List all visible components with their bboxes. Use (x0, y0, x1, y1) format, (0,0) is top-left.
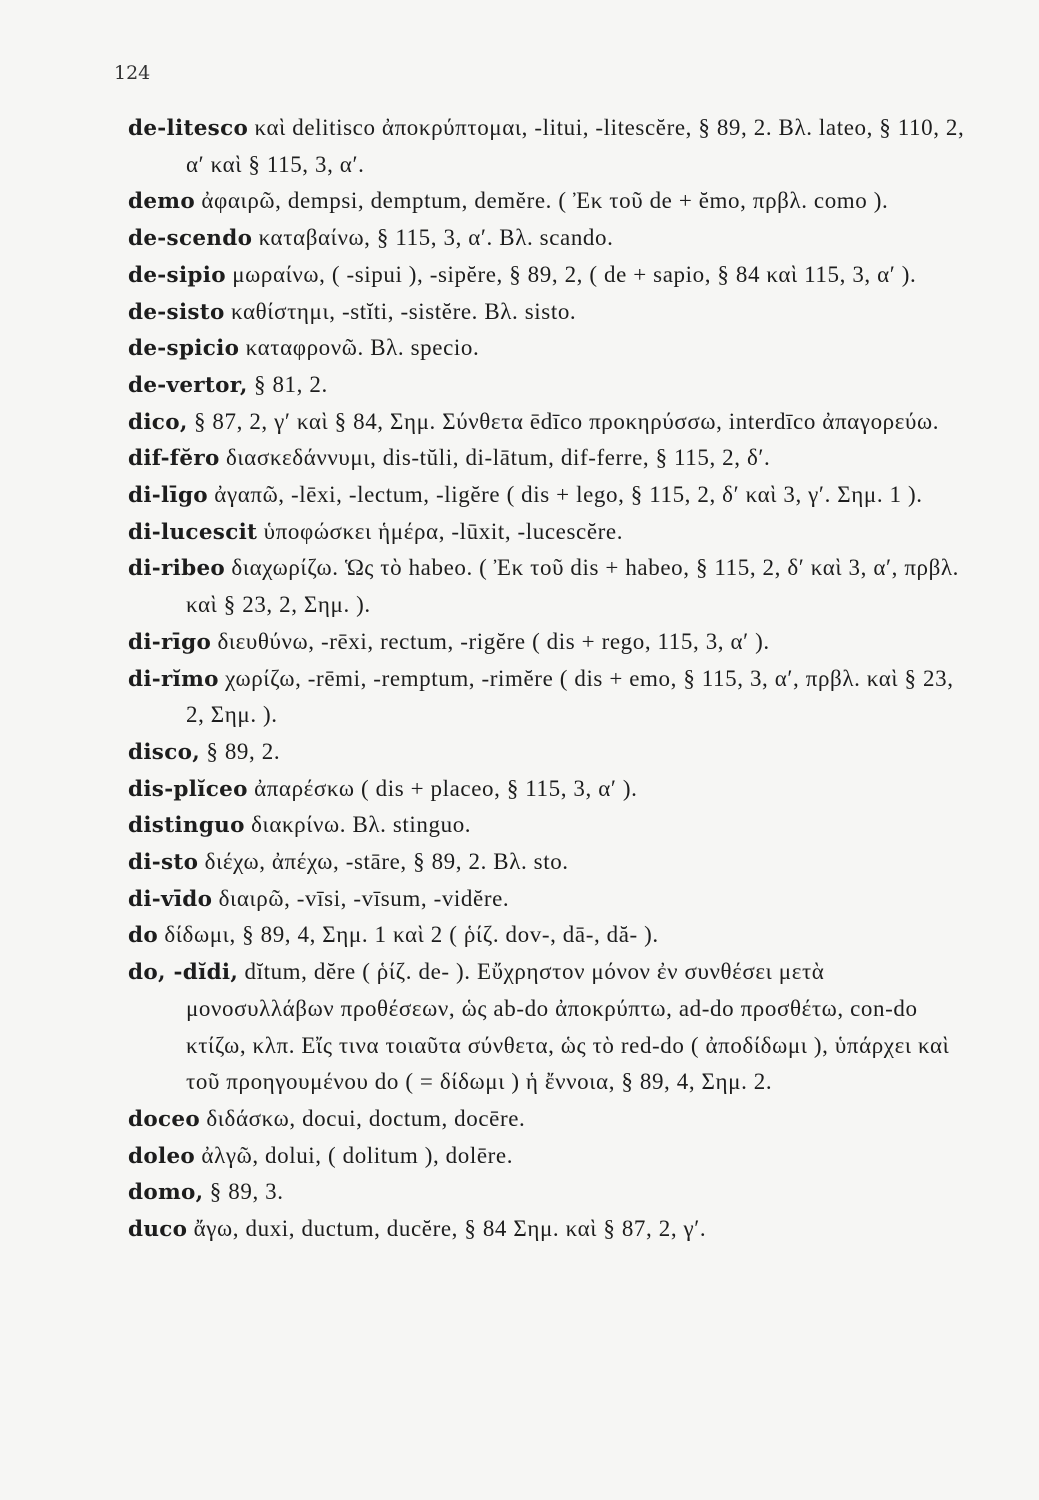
entry-headword: de-scendo (128, 226, 253, 252)
entry (128, 367, 968, 404)
entry-text: ἀλγῶ, dolui, ( dolitum ), dolēre. (195, 1142, 514, 1168)
entry-headword: de-sisto (128, 299, 225, 325)
entry (128, 550, 968, 623)
entry (128, 881, 968, 918)
entry-text: § 87, 2, γ′ καὶ § 84, Σημ. Σύνθετα ēdīco προκηρύσσω, interdīco ἀπαγορεύω. (187, 408, 940, 434)
entry (128, 1174, 968, 1211)
entry (128, 514, 968, 551)
entry-headword: di-rīgo (128, 629, 212, 655)
entry-text: διασκεδάννυμι, dis-tŭli, di-lātum, dif-ferre, § 115, 2, δ′. (219, 445, 771, 471)
entry (128, 220, 968, 257)
entry-headword: doceo (128, 1106, 200, 1132)
entry (128, 1138, 968, 1175)
entry (128, 954, 968, 1101)
entry-headword: di-sto (128, 850, 199, 876)
entry-headword: di-lucescit (128, 519, 258, 545)
entry (128, 771, 968, 808)
entry-headword: distinguo (128, 813, 245, 839)
entry (128, 844, 968, 881)
entry-headword: de-litesco (128, 116, 249, 141)
entry-text: § 89, 2. (200, 738, 281, 764)
entry-text: ἄγω, duxi, ductum, ducĕre, § 84 Σημ. καὶ § 87, 2, γ′. (187, 1216, 707, 1242)
entry-text: § 81, 2. (247, 371, 328, 397)
entry (128, 257, 968, 294)
entry-headword: disco, (128, 739, 201, 765)
entry (128, 404, 968, 441)
dictionary-entries (128, 110, 968, 1248)
entry-headword: de-sipio (128, 262, 226, 288)
entry-headword: do (128, 923, 158, 949)
entry-text: διαιρῶ, -vīsi, -vīsum, -vidĕre. (212, 885, 510, 911)
entry-text: ἀπαρέσκω ( dis + placeo, § 115, 3, α′ ). (247, 775, 638, 801)
page-number: 124 (114, 62, 151, 84)
entry-text: καθίστημι, -stĭti, -sistĕre. Βλ. sisto. (224, 298, 577, 324)
entry-headword: di-ribeo (128, 556, 226, 582)
entry-headword: dif-fĕro (128, 446, 220, 472)
entry-text: ἀγαπῶ, -lēxi, -lectum, -ligĕre ( dis + lego, § 115, 2, δ′ καὶ 3, γ′. Σημ. 1 ). (207, 482, 923, 508)
entry-text: καταφρονῶ. Βλ. specio. (239, 335, 480, 361)
entry-headword: de-vertor, (128, 372, 248, 398)
entry (128, 734, 968, 771)
entry-text: δίδωμι, § 89, 4, Σημ. 1 καὶ 2 ( ῥίζ. dov-, dā-, dă- ). (157, 922, 659, 948)
entry-text: διδάσκω, docui, doctum, docēre. (199, 1105, 526, 1131)
entry (128, 294, 968, 331)
entry-headword: dis-plĭceo (128, 776, 248, 802)
entry (128, 330, 968, 367)
entry-text: dĭtum, dĕre ( ῥίζ. de- ). Εὔχρηστον μόνον ἐν συνθέσει μετὰ μονοσυλλάβων προθέσεων, ὡς ab-do ἀποκρύπτω, ad-do προσθέτω, con-do κτίζω, κλπ. Εἴς τινα τοιαῦτα σύνθετα, ὡς τὸ red-do ( ἀποδίδωμι ), ὑπάρχει καὶ τοῦ προηγουμένου do ( = δίδωμι ) ἡ ἔννοια, § 89, 4, Σημ. 2. (186, 959, 950, 1095)
entry-text: διευθύνω, -rēxi, rectum, -rigĕre ( dis + rego, 115, 3, α′ ). (211, 628, 770, 654)
entry-text: διαχωρίζω. Ὡς τὸ habeo. ( Ἐκ τοῦ dis + habeo, § 115, 2, δ′ καὶ 3, α′, πρβλ. καὶ § 23, 2, Σημ. ). (186, 555, 960, 618)
entry (128, 1101, 968, 1138)
entry (128, 624, 968, 661)
entry-headword: duco (128, 1217, 188, 1243)
entry (128, 807, 968, 844)
entry-headword: doleo (128, 1143, 196, 1169)
entry-text: μωραίνω, ( -sipui ), -sipĕre, § 89, 2, ( de + sapio, § 84 καὶ 115, 3, α′ ). (225, 261, 917, 287)
entry-headword: di-rĭmo (128, 666, 219, 692)
entry-text: χωρίζω, -rēmi, -remptum, -rimĕre ( dis + emo, § 115, 3, α′, πρβλ. καὶ § 23, 2, Σημ. ). (186, 665, 954, 728)
entry (128, 917, 968, 954)
entry-headword: domo, (128, 1180, 204, 1206)
entry (128, 661, 968, 734)
entry-text: διακρίνω. Βλ. stinguo. (244, 812, 472, 838)
entry (128, 1211, 968, 1248)
entry-headword: dico, (128, 409, 188, 435)
entry (128, 110, 968, 183)
entry (128, 183, 968, 220)
entry-text: καταβαίνω, § 115, 3, α′. Βλ. scando. (252, 225, 614, 251)
entry-headword: de-spicio (128, 336, 240, 362)
entry-text: ἀφαιρῶ, dempsi, demptum, demĕre. ( Ἐκ τοῦ de + ĕmo, πρβλ. como ). (195, 188, 889, 214)
entry-headword: di-vīdo (128, 886, 213, 912)
entry-text: § 89, 3. (203, 1179, 284, 1205)
entry (128, 477, 968, 514)
entry-headword: demo (128, 189, 196, 215)
entry-headword: di-līgo (128, 483, 208, 509)
entry (128, 440, 968, 477)
entry-text: καὶ delitisco ἀποκρύπτομαι, -litui, -litescĕre, § 89, 2. Βλ. lateo, § 110, 2, α′ καὶ § 115, 3, α′. (186, 115, 965, 177)
entry-text: ὑποφώσκει ἡμέρα, -lūxit, -lucescĕre. (257, 518, 624, 544)
entry-text: διέχω, ἀπέχω, -stāre, § 89, 2. Βλ. sto. (198, 849, 569, 875)
entry-headword: do, -dĭdi, (128, 960, 239, 986)
